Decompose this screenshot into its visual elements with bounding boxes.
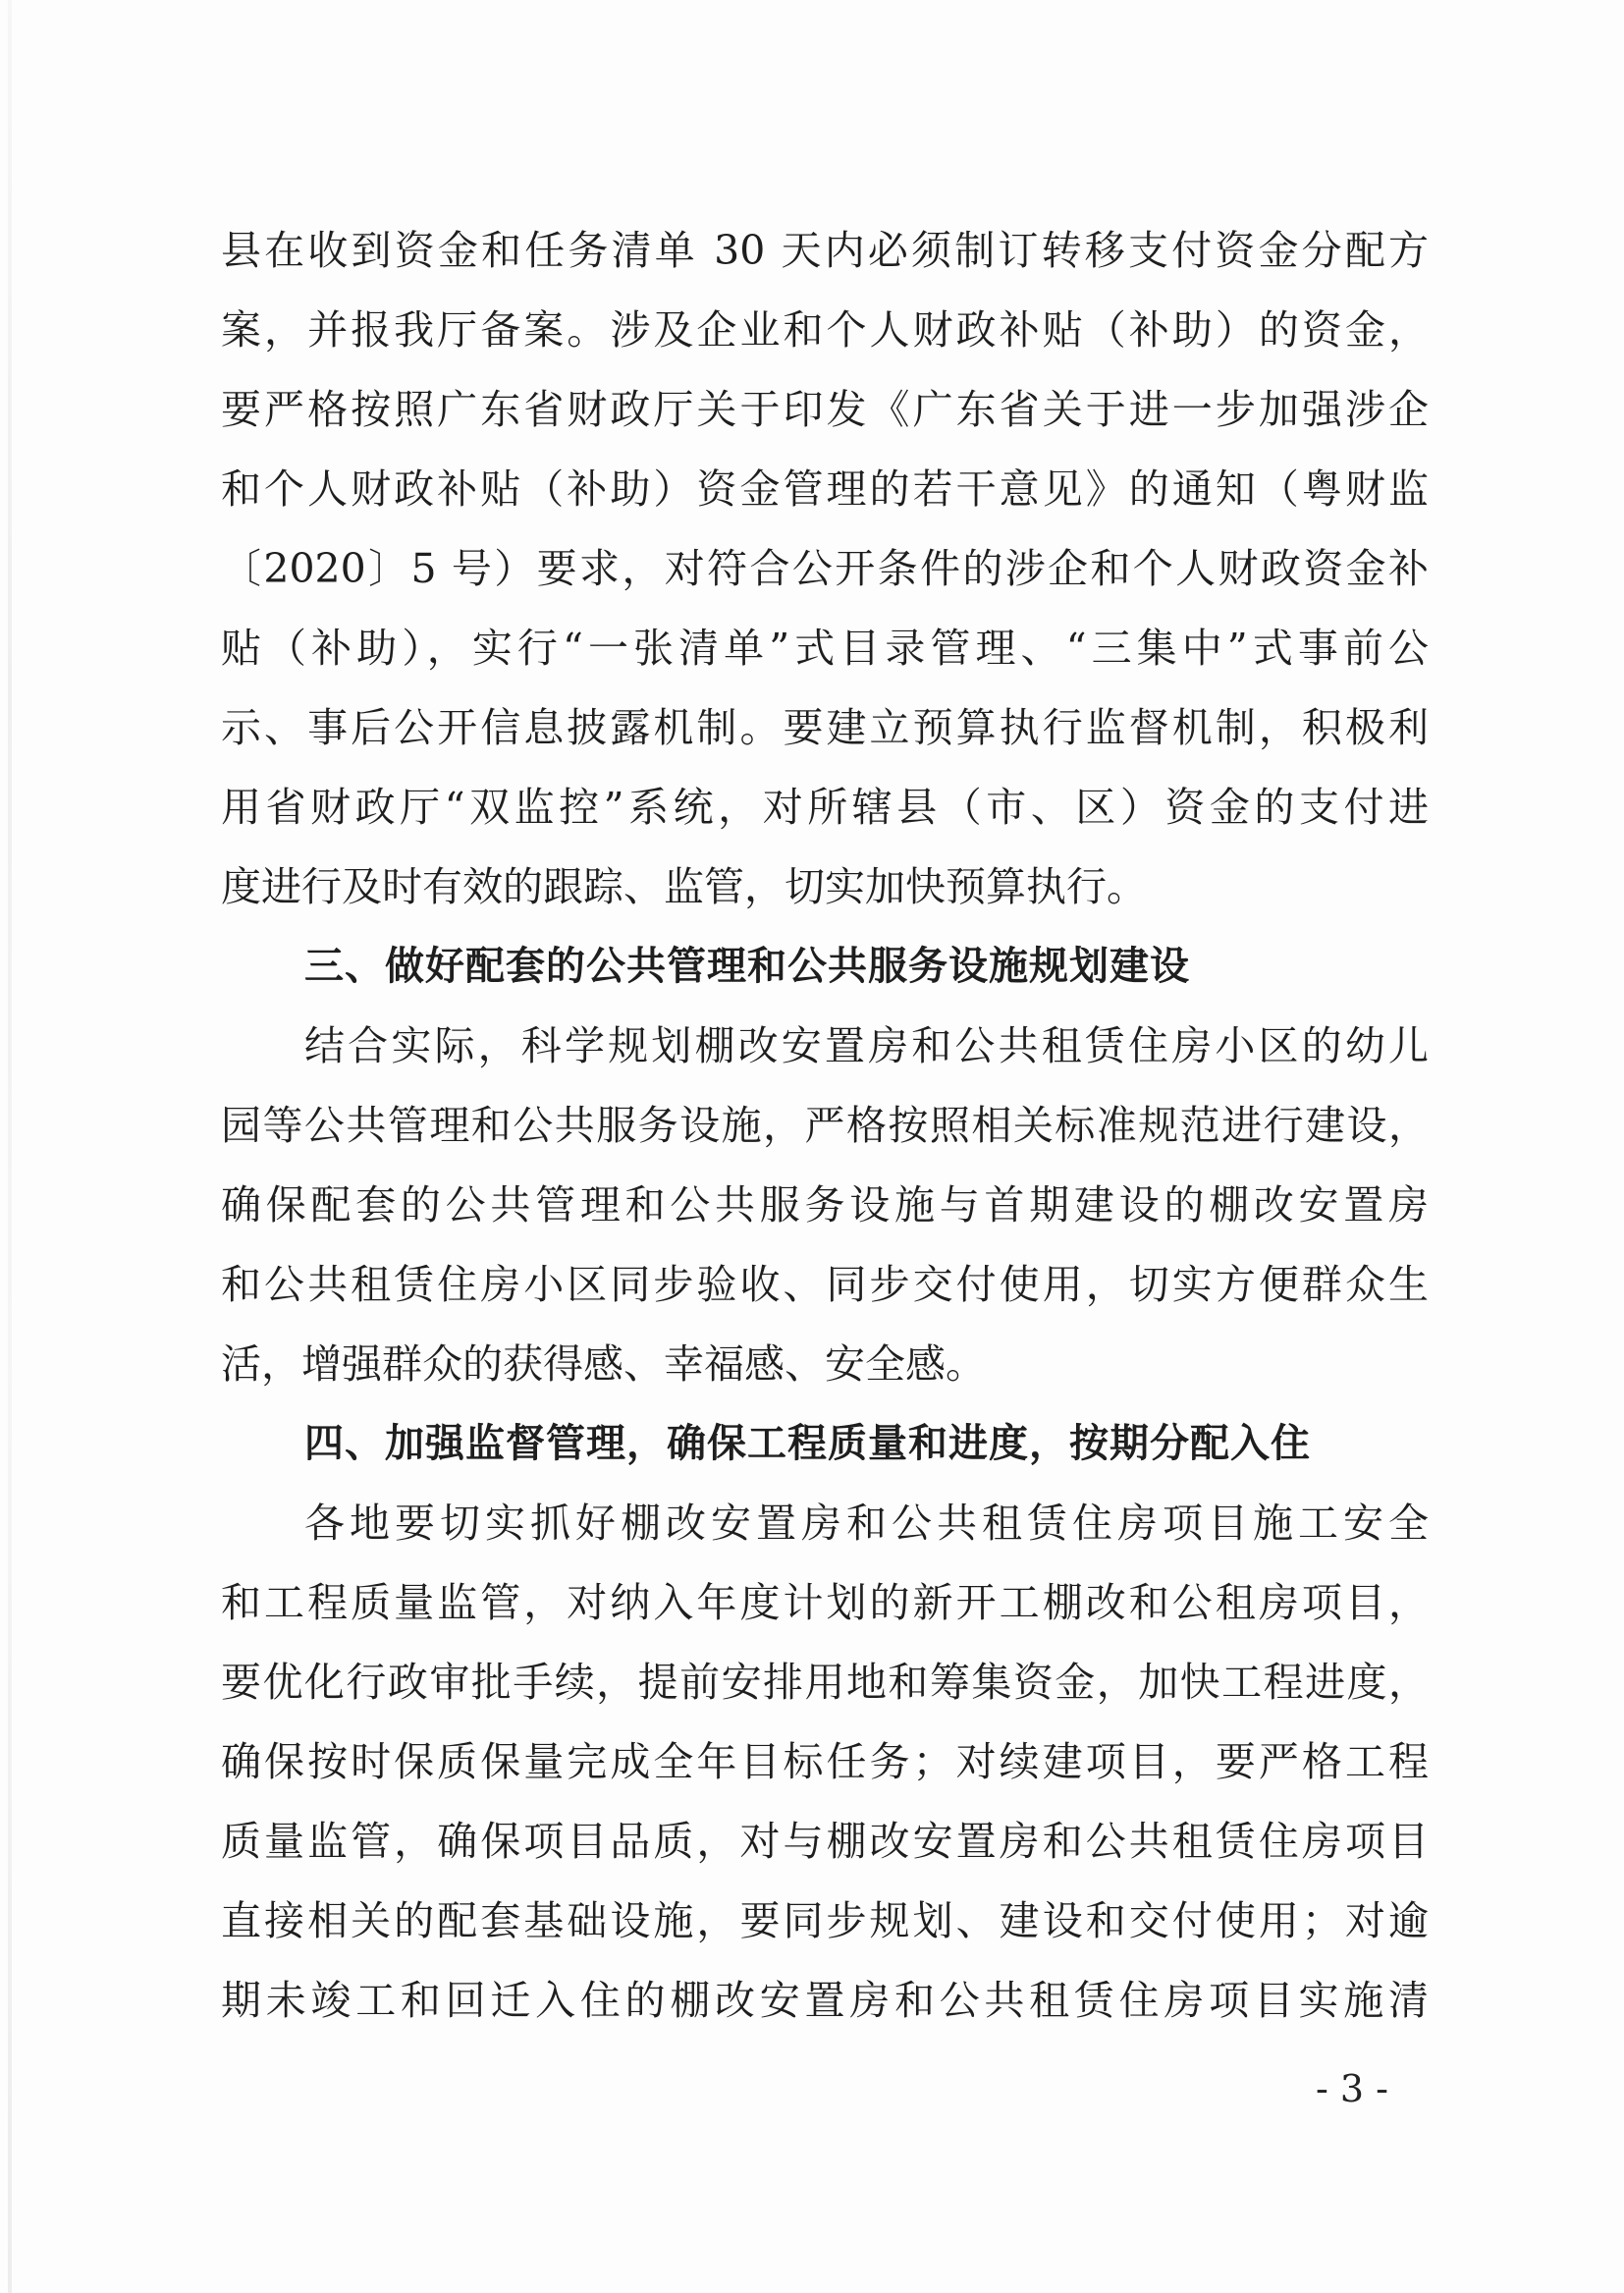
text-line: 各地要切实抓好棚改安置房和公共租赁住房项目施工安全: [304, 1500, 1429, 1547]
text-line: 和公共租赁住房小区同步验收、同步交付使用，切实方便群众生: [221, 1261, 1429, 1308]
text-line: 结合实际，科学规划棚改安置房和公共租赁住房小区的幼儿: [304, 1022, 1429, 1069]
document-body: [221, 211, 1429, 2041]
text-line: 用省财政厅“双监控”系统，对所辖县（市、区）资金的支付进: [221, 784, 1429, 831]
text-line: 确保按时保质保量完成全年目标任务；对续建项目，要严格工程: [221, 1738, 1429, 1785]
text-line: 要优化行政审批手续，提前安排用地和筹集资金，加快工程进度，: [221, 1659, 1429, 1706]
text-line: 园等公共管理和公共服务设施，严格按照相关标准规范进行建设，: [221, 1102, 1429, 1149]
text-line: 度进行及时有效的跟踪、监管，切实加快预算执行。: [221, 863, 1147, 910]
scan-edge-shadow: [8, 0, 12, 2293]
paragraph-continuation: [221, 211, 1429, 927]
section-four: [221, 1404, 1429, 2041]
text-line: 和个人财政补贴（补助）资金管理的若干意见》的通知（粤财监: [221, 465, 1429, 513]
text-line: 和工程质量监管，对纳入年度计划的新开工棚改和公租房项目，: [221, 1579, 1429, 1626]
section-heading: 四、加强监督管理，确保工程质量和进度，按期分配入住: [304, 1421, 1311, 1466]
text-line: 要严格按照广东省财政厅关于印发《广东省关于进一步加强涉企: [221, 386, 1429, 433]
text-line: 贴（补助），实行“一张清单”式目录管理、“三集中”式事前公: [221, 625, 1429, 672]
section-heading: 三、做好配套的公共管理和公共服务设施规划建设: [304, 944, 1190, 989]
section-three: [221, 927, 1429, 1404]
text-line: 质量监管，确保项目品质，对与棚改安置房和公共租赁住房项目: [221, 1818, 1429, 1865]
text-line: 确保配套的公共管理和公共服务设施与首期建设的棚改安置房: [221, 1181, 1429, 1228]
text-line: 示、事后公开信息披露机制。要建立预算执行监督机制，积极利: [221, 704, 1429, 751]
text-line: 期未竣工和回迁入住的棚改安置房和公共租赁住房项目实施清: [221, 1977, 1429, 2024]
text-line: 直接相关的配套基础设施，要同步规划、建设和交付使用；对逾: [221, 1897, 1429, 1944]
text-line: 县在收到资金和任务清单 30 天内必须制订转移支付资金分配方: [221, 227, 1429, 274]
text-line: 案，并报我厅备案。涉及企业和个人财政补贴（补助）的资金，: [221, 306, 1429, 354]
text-line: 活，增强群众的获得感、幸福感、安全感。: [221, 1340, 986, 1388]
text-line: 〔2020〕5 号）要求，对符合公开条件的涉企和个人财政资金补: [221, 545, 1429, 592]
page-number: - 3 -: [1316, 2067, 1389, 2110]
